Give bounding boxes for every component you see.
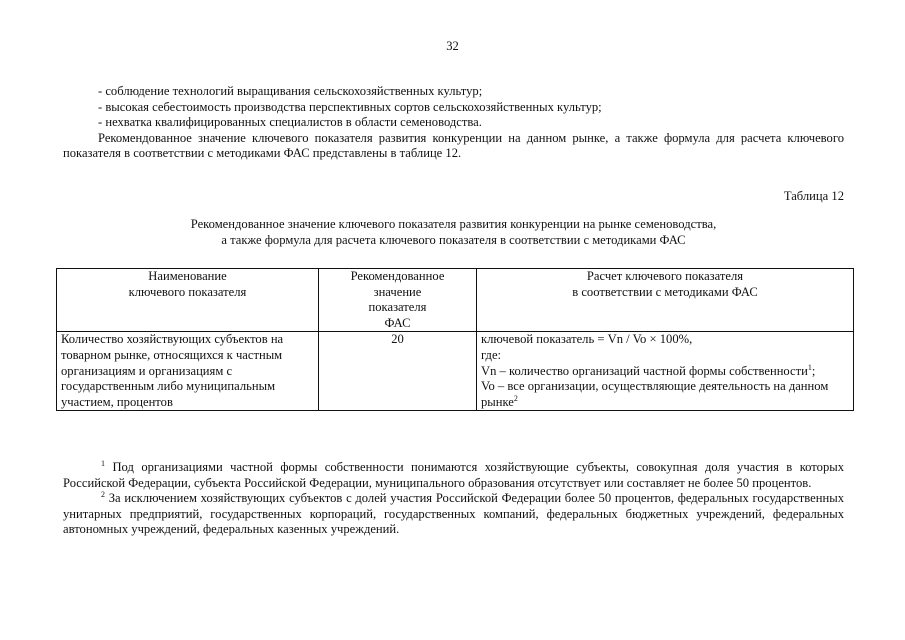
footnote-ref: 1 — [807, 362, 812, 372]
bullet-item: - соблюдение технологий выращивания сельскохозяйственных культур; — [98, 84, 483, 98]
footnote: $^1$ Под организациями частной формы собственности понимаются хозяйствующие субъекты, совокупная доля участия в которых Российской Федерации, субъекта Российской Федерации, муниципального образования отсутствует или составляет не более 50 процентов. — [63, 458, 844, 490]
formula-cell — [477, 332, 854, 411]
footnote-mark: 2 — [101, 490, 105, 499]
page-number: 32 — [446, 39, 459, 53]
table-caption — [63, 217, 844, 248]
header-indicator-name: Наименование ключевого показателя — [57, 269, 319, 332]
recommended-value-cell: 20 — [319, 332, 477, 411]
formula-line: ключевой показатель = Vn / Vo × 100%, — [481, 332, 693, 347]
bullet-item: - высокая себестоимость производства перспективных сортов сельскохозяйственных культур; — [98, 99, 602, 114]
footnote: $^2$ За исключением хозяйствующих субъектов с долей участия Российской Федерации более 50 процентов, федеральных государственных унитарных предприятий, государственных корпораций, государственных компаний, федеральных бюджетных учреждений, федеральных автономных учреждений, федеральных казенных учреждений. — [63, 490, 844, 537]
header-calculation: Расчет ключевого показателя в соответствии с методиками ФАС — [477, 269, 854, 332]
table-number: Таблица 12 — [783, 189, 844, 203]
header-recommended-value: Рекомендованное значение показателя ФАС — [319, 269, 477, 332]
footnotes-section — [63, 460, 844, 538]
formula-vn-definition: Vn – количество организаций частной формы собственности$^1$; — [481, 362, 816, 378]
indicator-table — [56, 268, 854, 411]
footnote-mark: 1 — [101, 458, 105, 468]
bullet-item: - нехватка квалифицированных специалистов в области семеноводства. — [98, 115, 482, 130]
intro-paragraph: Рекомендованное значение ключевого показателя развития конкуренции на данном рынке, а также формула для расчета ключевого показателя в соответствии с методиками ФАС представлены в таблице 12. — [63, 130, 844, 161]
indicator-name-cell: Количество хозяйствующих субъектов на товарном рынке, относящихся к частным организациям и организациям с государственным либо муниципальным участием, процентов — [57, 332, 319, 411]
footnote-ref: 2 — [513, 393, 518, 403]
table-caption-line: а также формула для расчета ключевого показателя в соответствии с методиками ФАС — [221, 232, 686, 247]
table-header-row — [57, 269, 854, 332]
formula-vo-definition: Vo – все организации, осуществляющие деятельность на данном рынке$^2$ — [481, 379, 829, 409]
table-row — [57, 332, 854, 411]
intro-section — [63, 84, 844, 162]
formula-where: где: — [481, 347, 502, 362]
table-caption-line: Рекомендованное значение ключевого показателя развития конкуренции на рынке семеноводства, — [190, 217, 717, 231]
